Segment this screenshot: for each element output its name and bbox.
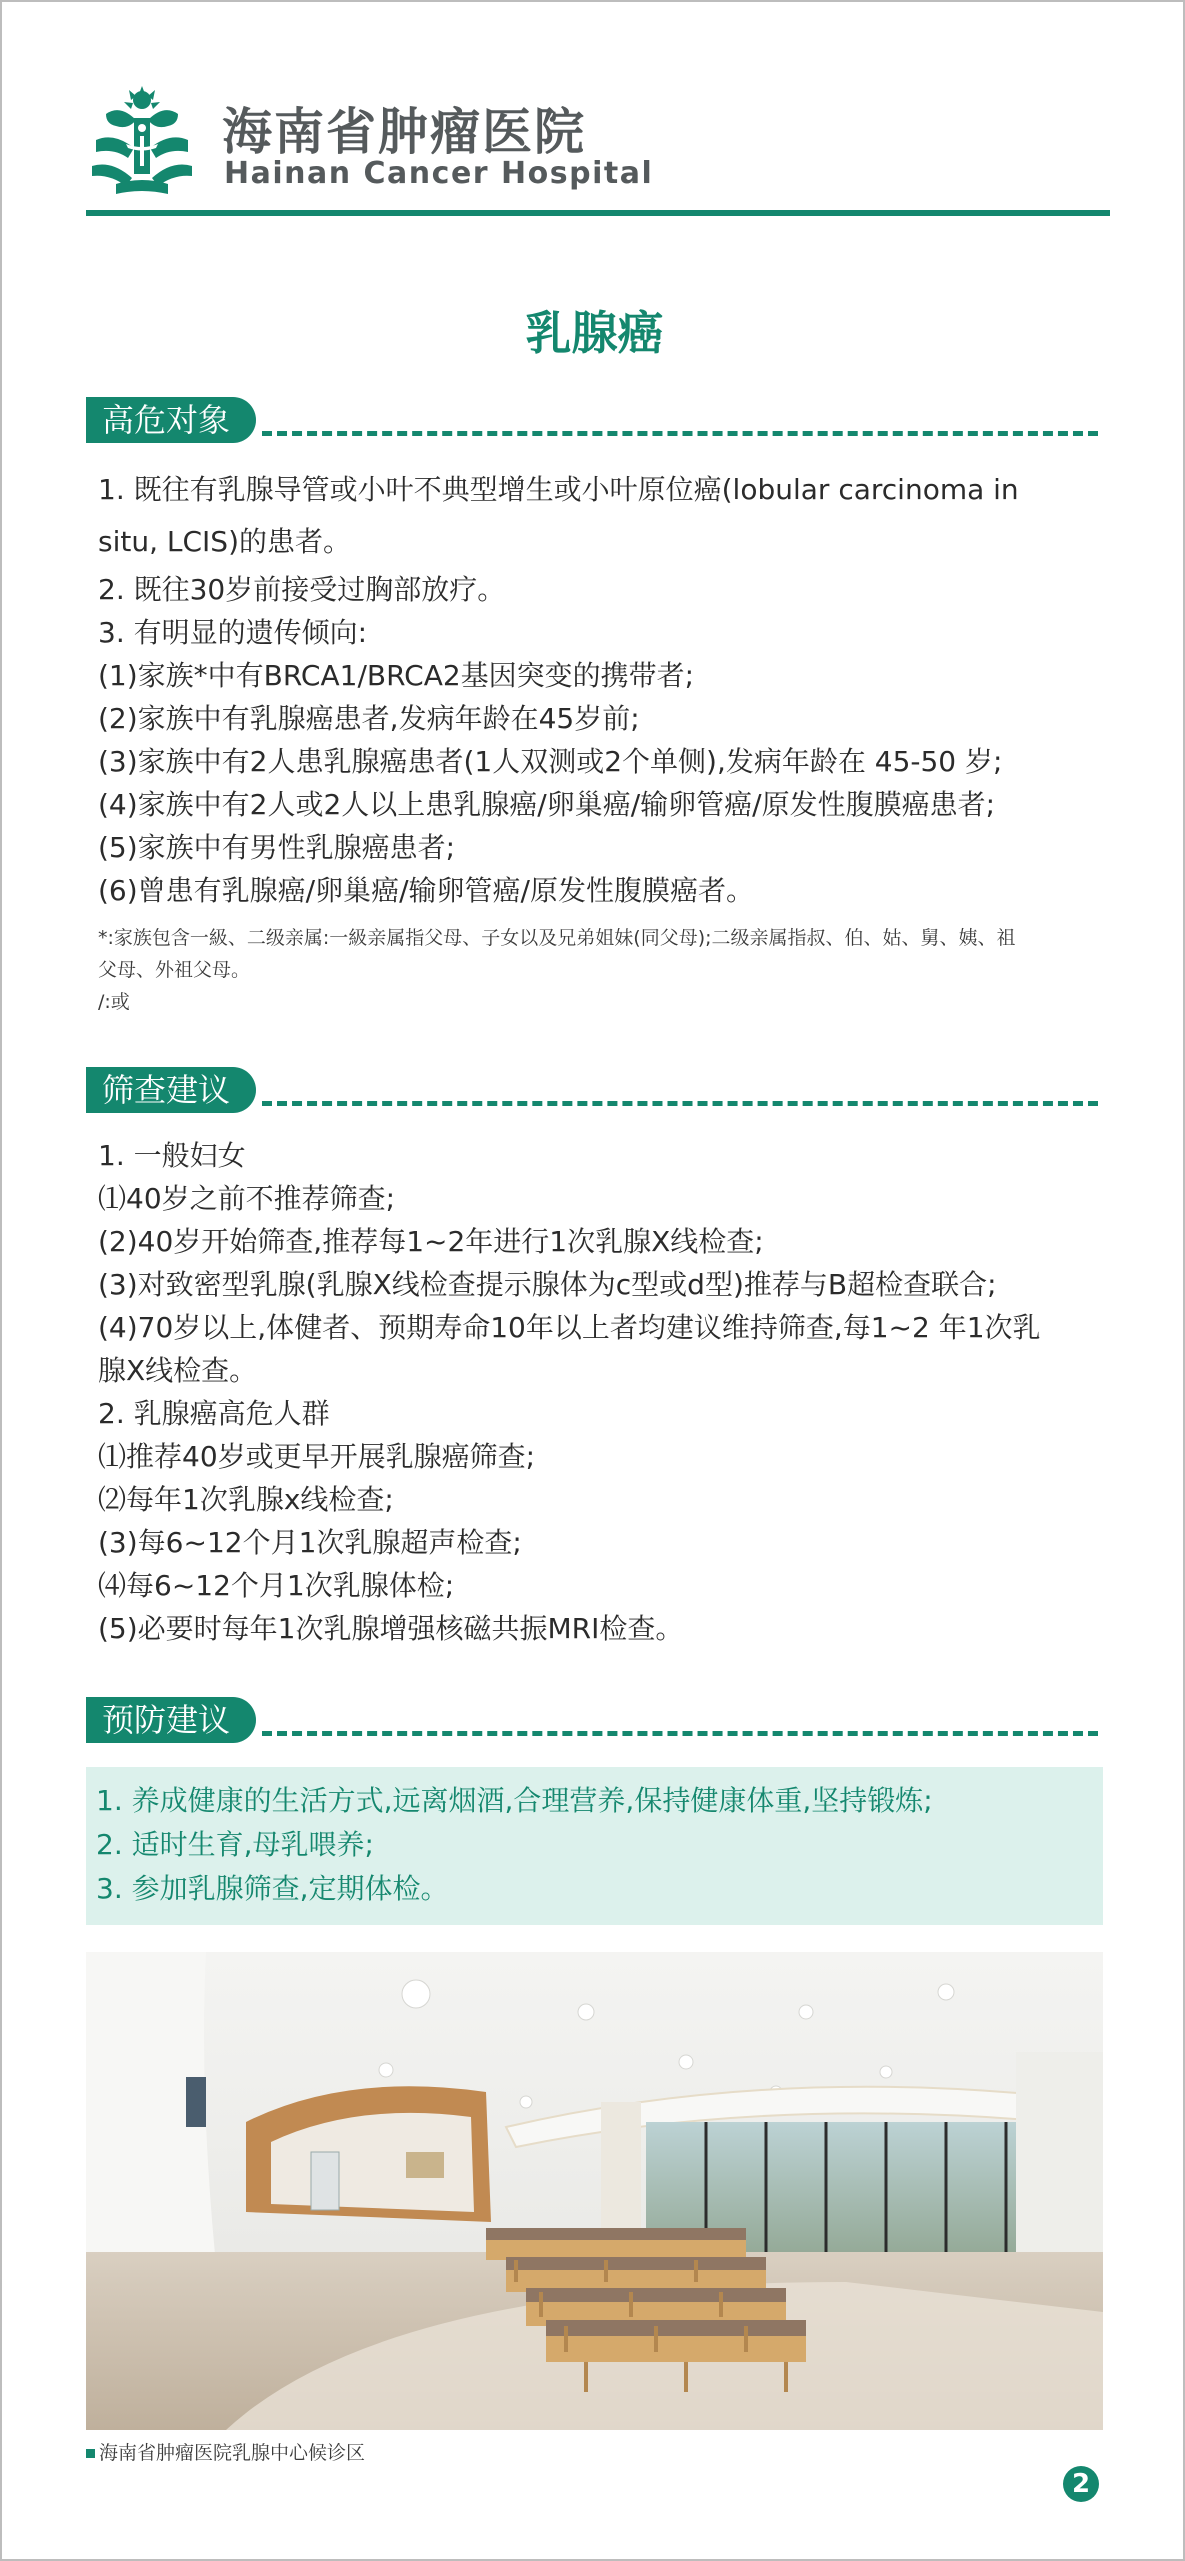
list-item: (3)对致密型乳腺(乳腺X线检查提示腺体为c型或d型)推荐与B超检查联合; [98,1268,997,1301]
footnote-line: /:或 [98,991,130,1013]
section-tab-high-risk: 高危对象 [86,397,256,443]
list-item: 2. 适时生育,母乳喂养; [96,1828,374,1861]
photo-caption [86,2438,365,2465]
section-dashed-line [262,1731,1098,1736]
list-item: (1)家族*中有BRCA1/BRCA2基因突变的携带者; [98,659,695,692]
page-title: 乳腺癌 [525,306,664,360]
high-risk-list [98,464,1098,912]
list-item: 1. 一般妇女 [98,1139,246,1172]
hospital-logo [86,84,654,204]
section-header-high-risk [86,397,1098,443]
prevention-box [86,1767,1103,1925]
footnote-line: *:家族包含一級、二级亲属:一級亲属指父母、子女以及兄弟姐妹(同父母);二级亲属指叔、伯、姑、舅、姨、祖 [98,927,1016,949]
list-item: (4)70岁以上,体健者、预期寿命10年以上者均建议维持筛查,每1~2 年1次乳 [98,1311,1041,1344]
section-dashed-line [262,431,1098,436]
hospital-name-en: Hainan Cancer Hospital [224,156,654,191]
wall-screen [186,2077,206,2127]
list-item: 1. 既往有乳腺导管或小叶不典型增生或小叶原位癌(lobular carcinoma in [98,473,1019,506]
list-item: ⑴推荐40岁或更早开展乳腺癌筛查; [98,1440,536,1473]
page-number: 2 [1063,2466,1099,2502]
hospital-logo-icon [86,84,198,200]
list-item: (3)每6~12个月1次乳腺超声检查; [98,1526,522,1559]
footnote-line: 父母、外祖父母。 [98,959,251,981]
screening-list [98,1134,1098,1650]
list-item: situ, LCIS)的患者。 [98,525,351,558]
header-divider [86,210,1110,216]
photo-caption-text: 海南省肿瘤医院乳腺中心候诊区 [99,2442,366,2464]
section-tab-prevention: 预防建议 [86,1697,256,1743]
list-item: (4)家族中有2人或2人以上患乳腺癌/卵巢癌/输卵管癌/原发性腹膜癌患者; [98,788,996,821]
list-item: 2. 乳腺癌高危人群 [98,1397,330,1430]
list-item: (3)家族中有2人患乳腺癌患者(1人双测或2个单侧),发病年龄在 45-50 岁; [98,745,1003,778]
list-item: (6)曾患有乳腺癌/卵巢癌/输卵管癌/原发性腹膜癌者。 [98,874,754,907]
list-item: 3. 有明显的遗传倾向: [98,616,368,649]
waiting-area-photo [86,1952,1103,2430]
list-item: (5)家族中有男性乳腺癌患者; [98,831,456,864]
section-header-prevention [86,1697,1098,1743]
hospital-name-cn: 海南省肿瘤医院 [222,103,586,161]
list-item: 腺X线检查。 [98,1354,258,1387]
high-risk-footnote [98,922,1098,1018]
list-item: ⑵每年1次乳腺x线检查; [98,1483,394,1516]
list-item: 2. 既往30岁前接受过胸部放疗。 [98,573,506,606]
list-item: 1. 养成健康的生活方式,远离烟酒,合理营养,保持健康体重,坚持锻炼; [96,1784,933,1817]
list-item: (2)家族中有乳腺癌患者,发病年龄在45岁前; [98,702,640,735]
list-item: (2)40岁开始筛查,推荐每1~2年进行1次乳腺X线检查; [98,1225,764,1258]
section-header-screening [86,1067,1098,1113]
list-item: (5)必要时每年1次乳腺增强核磁共振MRI检查。 [98,1612,684,1645]
list-item: 3. 参加乳腺筛查,定期体检。 [96,1872,449,1905]
list-item: ⑷每6~12个月1次乳腺体检; [98,1569,455,1602]
list-item: ⑴40岁之前不推荐筛查; [98,1182,396,1215]
section-tab-screening: 筛查建议 [86,1067,256,1113]
section-dashed-line [262,1101,1098,1106]
caption-marker [86,2449,95,2458]
